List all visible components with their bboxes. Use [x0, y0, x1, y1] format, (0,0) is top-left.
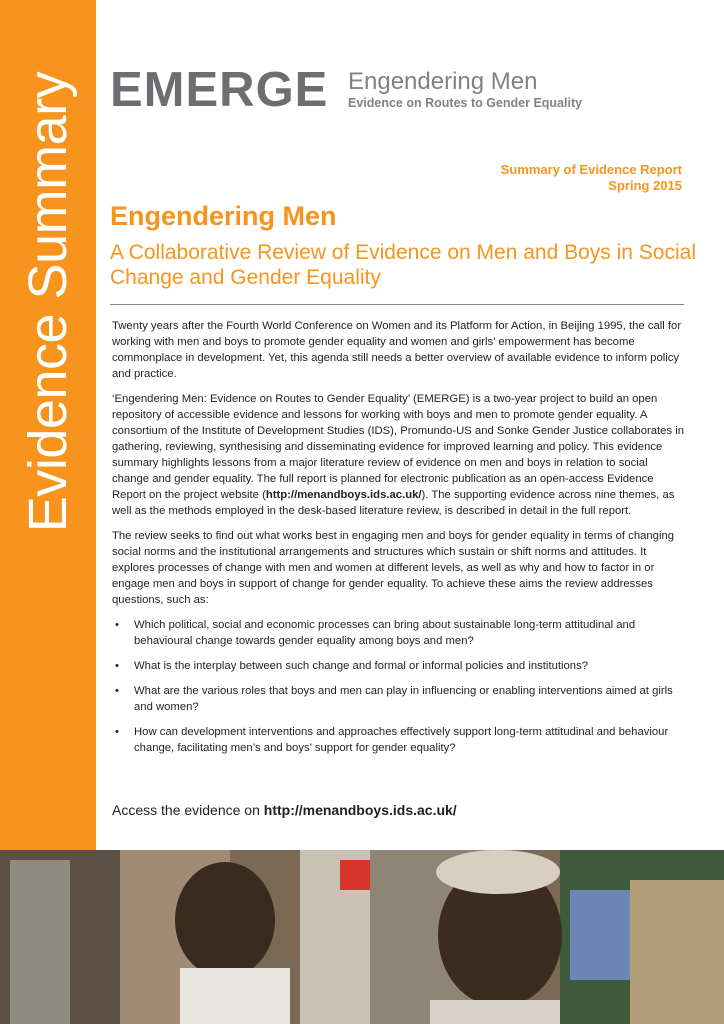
sidebar-label: Evidence Summary — [18, 71, 78, 533]
bullet-icon: • — [115, 660, 119, 672]
paragraph-project — [112, 391, 687, 519]
project-website-link[interactable]: http://menandboys.ids.ac.uk/ — [265, 489, 422, 501]
paragraph-project-text-end: ). The supporting evidence across nine themes, as well as the methods employed in the desk-based literature review, is described in detail in the full report. — [112, 489, 675, 517]
paragraph-project-text: ‘Engendering Men: Evidence on Routes to Gender Equality’ (EMERGE) is a two-year project to build an open repository of accessible evidence and lessons for working with boys and men to promote gender equality. A consortium of the Institute of Development Studies (IDS), Promundo-US and Sonke Gender Justice collaborates in gathering, reviewing, synthesising and disseminating evidence for improved learning and policy. This evidence summary highlights lessons from a major literature review of evidence on men and boys in relation to social change and gender equality. The full report is planned for electronic publication as an open-access Evidence Report on the project website ( — [112, 393, 685, 501]
title-divider — [110, 304, 684, 305]
report-date: Spring 2015 — [608, 178, 682, 193]
bullet-icon: • — [115, 619, 119, 631]
access-prefix: Access the evidence on — [112, 802, 264, 818]
list-item-text: How can development interventions and approaches effectively support long-term attitudinal and behaviour change, facilitating men’s and boys’ support for gender equality? — [134, 726, 669, 754]
paragraph-review: The review seeks to find out what works best in engaging men and boys for gender equality in terms of changing social norms and the institutional arrangements and structures which sustain or shift norms and attitudes. It explores processes of change with men and women at different levels, as well as why and how to factor in or engage men and boys in support of change for gender equality. To achieve these aims the review addresses questions, such as: — [112, 530, 675, 606]
list-item-text: What are the various roles that boys and men can play in influencing or enabling interventions aimed at girls and women? — [134, 685, 673, 713]
list-item — [112, 617, 687, 649]
cover-photo-illustration — [0, 850, 724, 1024]
list-item-text: What is the interplay between such change and formal or informal policies and institutions? — [134, 660, 589, 672]
list-item — [112, 724, 687, 756]
bullet-icon: • — [115, 726, 119, 738]
logo-tagline: Engendering Men — [348, 68, 538, 95]
list-item — [112, 683, 687, 715]
questions-list — [112, 617, 687, 756]
list-item — [112, 658, 687, 674]
list-item-text: Which political, social and economic processes can bring about sustainable long-term attitudinal and behavioural change towards gender equality among boys and men? — [134, 619, 636, 647]
access-line — [112, 802, 457, 818]
body-content — [112, 318, 687, 765]
report-type: Summary of Evidence Report — [500, 162, 682, 177]
cover-photo — [0, 850, 724, 1024]
access-link[interactable]: http://menandboys.ids.ac.uk/ — [263, 802, 457, 818]
paragraph-intro: Twenty years after the Fourth World Conference on Women and its Platform for Action, in Beijing 1995, the call for working with men and boys to promote gender equality and women and girls’ empowerment has become commonplace in development. Yet, this agenda still needs a better overview of available evidence to inform policy and practice. — [112, 320, 682, 380]
bullet-icon: • — [115, 685, 119, 697]
report-info — [501, 162, 682, 194]
page-subtitle: A Collaborative Review of Evidence on Men and Boys in Social Change and Gender Equality — [110, 241, 696, 289]
logo-subtagline: Evidence on Routes to Gender Equality — [348, 96, 583, 110]
sidebar-band — [0, 0, 96, 850]
page-title: Engendering Men — [110, 201, 337, 231]
logo-emerge: EMERGE — [110, 63, 329, 117]
